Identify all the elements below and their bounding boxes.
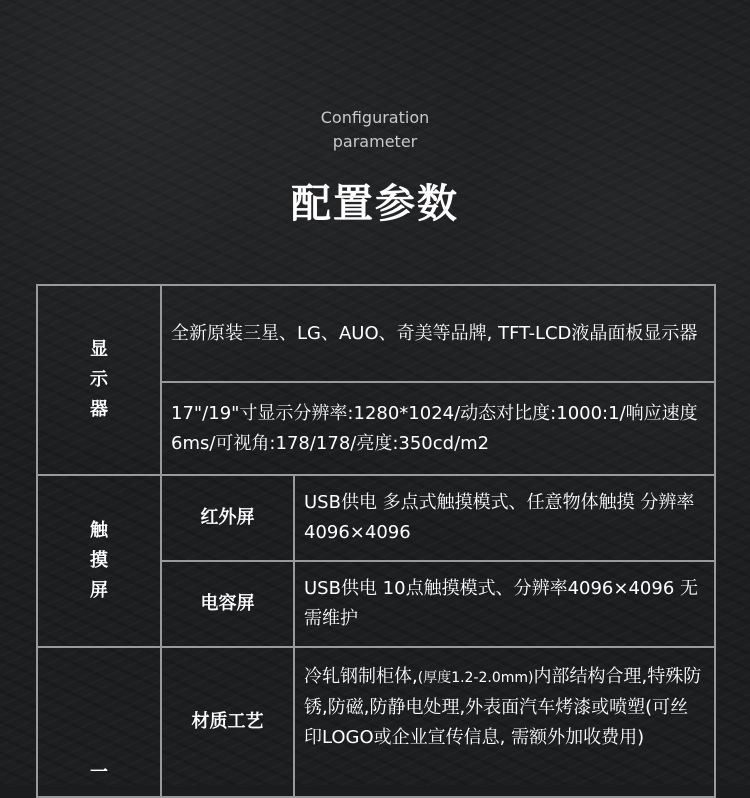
subtitle-line-2: parameter <box>332 132 418 151</box>
category-char: 摸 <box>90 550 108 571</box>
table-row <box>37 285 715 382</box>
english-subtitle <box>0 106 750 154</box>
category-char: 触 <box>90 520 108 541</box>
infrared-label: 红外屏 <box>161 475 294 561</box>
display-spec-value: 17"/19"寸显示分辨率:1280*1024/动态对比度:1000:1/响应速度6ms/可视角:178/178/亮度:350cd/m2 <box>161 382 715 475</box>
table-row <box>37 647 715 797</box>
category-char: 器 <box>90 399 108 420</box>
material-text: 冷轧钢制柜体, <box>304 666 418 687</box>
category-char: 一 <box>90 762 108 783</box>
capacitive-value: USB供电 10点触摸模式、分辨率4096×4096 无需维护 <box>294 561 715 647</box>
category-char: 显 <box>90 339 108 360</box>
page-title: 配置参数 <box>291 181 459 227</box>
table-row <box>37 475 715 561</box>
category-display <box>37 285 161 475</box>
display-panel-value: 全新原装三星、LG、AUO、奇美等品牌, TFT-LCD液晶面板显示器 <box>161 285 715 382</box>
spec-table <box>36 284 716 798</box>
material-label: 材质工艺 <box>161 647 294 797</box>
material-value <box>294 647 715 797</box>
category-body <box>37 647 161 797</box>
category-char: 示 <box>90 369 108 390</box>
category-touchscreen <box>37 475 161 647</box>
infrared-value: USB供电 多点式触摸模式、任意物体触摸 分辨率4096×4096 <box>294 475 715 561</box>
capacitive-label: 电容屏 <box>161 561 294 647</box>
material-thickness: (厚度1.2-2.0mm) <box>417 670 534 686</box>
subtitle-line-1: Configuration <box>320 108 430 127</box>
category-char: 屏 <box>90 580 108 601</box>
material-text: 内部结构合理,特殊防锈,防磁,防静电处理,外表面汽车烤漆或喷塑(可丝印LOGO或企业宣传信息, 需额外加收费用) <box>304 666 702 748</box>
